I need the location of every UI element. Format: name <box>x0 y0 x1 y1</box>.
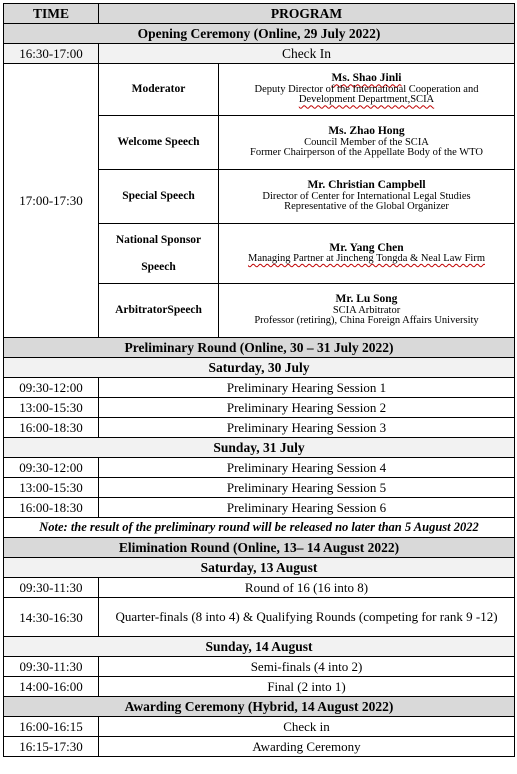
awarding-ceremony-title: Awarding Ceremony (Hybrid, 14 August 2022) <box>4 697 515 717</box>
session-time: 09:30-11:30 <box>4 657 99 677</box>
session-time: 09:30-12:00 <box>4 378 99 398</box>
session-label: Quarter-finals (8 into 4) & Qualifying Rounds (competing for rank 9 -12) <box>99 598 515 637</box>
moderator-line-2: Development Department,SCIA <box>298 94 435 106</box>
special-speech-role: Special Speech <box>99 170 219 224</box>
session-time: 16:00-18:30 <box>4 498 99 518</box>
preliminary-note: Note: the result of the preliminary round will be released no later than 5 August 2022 <box>4 518 515 538</box>
program-table <box>3 3 515 757</box>
session-time: 14:30-16:30 <box>4 598 99 637</box>
arbitrator-speech-line-1: SCIA Arbitrator <box>332 304 401 316</box>
preliminary-round-heading-row <box>4 338 515 358</box>
national-sponsor-line-1: Managing Partner at Jincheng Tongda & Neal Law Firm <box>247 253 485 264</box>
session-label: Check in <box>99 717 515 737</box>
national-sponsor-role-line-1: National Sponsor <box>115 234 202 247</box>
moderator-name: Ms. Shao Jinli <box>331 72 402 85</box>
session-row <box>4 717 515 737</box>
session-label: Round of 16 (16 into 8) <box>99 578 515 598</box>
welcome-speech-name: Ms. Zhao Hong <box>328 125 405 138</box>
moderator-row <box>4 64 515 116</box>
preliminary-note-row <box>4 518 515 538</box>
session-label: Awarding Ceremony <box>99 737 515 757</box>
session-row <box>4 398 515 418</box>
time-column-header: TIME <box>4 4 99 24</box>
opening-block-time: 17:00-17:30 <box>4 64 99 338</box>
elimination-day-1-label: Saturday, 13 August <box>4 558 515 578</box>
national-sponsor-detail <box>219 224 515 284</box>
elimination-round-title: Elimination Round (Online, 13– 14 August 2022) <box>4 538 515 558</box>
session-label: Preliminary Hearing Session 2 <box>99 398 515 418</box>
welcome-speech-line-2: Former Chairperson of the Appellate Body of the WTO <box>250 147 483 159</box>
session-row <box>4 498 515 518</box>
day-heading-row <box>4 358 515 378</box>
special-speech-line-1: Director of Center for International Legal Studies <box>262 190 471 202</box>
session-time: 16:00-18:30 <box>4 418 99 438</box>
session-label: Final (2 into 1) <box>99 677 515 697</box>
checkin-row <box>4 44 515 64</box>
elimination-round-heading-row <box>4 538 515 558</box>
arbitrator-speech-line-2: Professor (retiring), China Foreign Affairs University <box>254 315 479 327</box>
session-time: 09:30-12:00 <box>4 458 99 478</box>
moderator-line-1: Deputy Director of the International Cooperation and <box>254 83 479 95</box>
session-row <box>4 677 515 697</box>
table-header-row <box>4 4 515 24</box>
session-row <box>4 657 515 677</box>
session-time: 09:30-11:30 <box>4 578 99 598</box>
session-time: 14:00-16:00 <box>4 677 99 697</box>
session-time: 16:15-17:30 <box>4 737 99 757</box>
opening-ceremony-title: Opening Ceremony (Online, 29 July 2022) <box>4 24 515 44</box>
special-speech-name: Mr. Christian Campbell <box>307 179 426 192</box>
welcome-speech-role: Welcome Speech <box>99 116 219 170</box>
day-heading-row <box>4 558 515 578</box>
awarding-ceremony-heading-row <box>4 697 515 717</box>
session-label: Preliminary Hearing Session 5 <box>99 478 515 498</box>
arbitrator-speech-role: ArbitratorSpeech <box>99 284 219 338</box>
welcome-speech-detail <box>219 116 515 170</box>
arbitrator-speech-detail <box>219 284 515 338</box>
session-row <box>4 598 515 637</box>
national-sponsor-role <box>99 224 219 284</box>
checkin-time: 16:30-17:00 <box>4 44 99 64</box>
special-speech-line-2: Representative of the Global Organizer <box>284 201 449 213</box>
session-label: Preliminary Hearing Session 6 <box>99 498 515 518</box>
preliminary-day-2-label: Sunday, 31 July <box>4 438 515 458</box>
session-row <box>4 458 515 478</box>
national-sponsor-name: Mr. Yang Chen <box>329 241 404 254</box>
session-row <box>4 378 515 398</box>
elimination-day-2-label: Sunday, 14 August <box>4 637 515 657</box>
program-column-header: PROGRAM <box>99 4 515 24</box>
session-label: Semi-finals (4 into 2) <box>99 657 515 677</box>
day-heading-row <box>4 637 515 657</box>
arbitrator-speech-name: Mr. Lu Song <box>335 293 398 306</box>
welcome-speech-line-1: Council Member of the SCIA <box>304 136 429 148</box>
session-row <box>4 478 515 498</box>
session-time: 13:00-15:30 <box>4 398 99 418</box>
opening-ceremony-heading-row <box>4 24 515 44</box>
session-label: Preliminary Hearing Session 1 <box>99 378 515 398</box>
preliminary-day-1-label: Saturday, 30 July <box>4 358 515 378</box>
day-heading-row <box>4 438 515 458</box>
preliminary-round-title: Preliminary Round (Online, 30 – 31 July 2022) <box>4 338 515 358</box>
moderator-role: Moderator <box>99 64 219 116</box>
national-sponsor-role-line-2: Speech <box>141 260 176 273</box>
session-row <box>4 737 515 757</box>
session-label: Preliminary Hearing Session 4 <box>99 458 515 478</box>
session-time: 13:00-15:30 <box>4 478 99 498</box>
checkin-label: Check In <box>99 44 515 64</box>
session-label: Preliminary Hearing Session 3 <box>99 418 515 438</box>
session-time: 16:00-16:15 <box>4 717 99 737</box>
special-speech-detail <box>219 170 515 224</box>
session-row <box>4 418 515 438</box>
moderator-detail <box>219 64 515 116</box>
session-row <box>4 578 515 598</box>
